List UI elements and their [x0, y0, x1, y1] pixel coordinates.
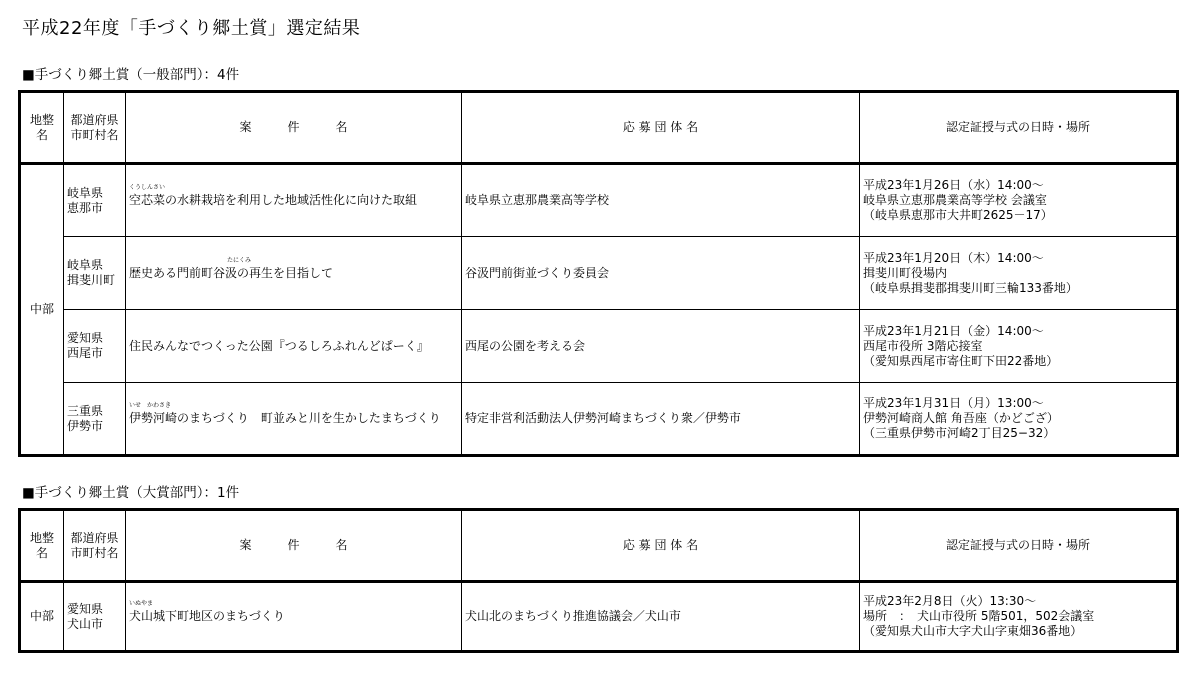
project-cell: 住民みんなでつくった公園『つるしろふれんどぱーく』 [126, 310, 462, 383]
header-ceremony: 認定証授与式の日時・場所 [860, 510, 1178, 582]
header-region: 地整 名 [20, 92, 64, 164]
furigana: たにくみ [227, 256, 252, 264]
prefecture-cell: 愛知県 西尾市 [64, 310, 126, 383]
general-award-table [18, 90, 1179, 457]
section-title-general: ■手づくり郷土賞（一般部門）：4件 [22, 67, 240, 83]
furigana: いぬやま [129, 600, 154, 607]
organization-cell: 犬山北のまちづくり推進協議会／犬山市 [462, 582, 860, 652]
region-cell: 中部 [20, 164, 64, 456]
header-organization: 応 募 団 体 名 [462, 510, 860, 582]
section-title-grand: ■手づくり郷土賞（大賞部門）：1件 [22, 485, 240, 501]
project-cell: たにくみ 歴史ある門前町谷汲の再生を目指して [126, 237, 462, 310]
prefecture-cell: 岐阜県 恵那市 [64, 164, 126, 237]
ceremony-cell: 平成23年1月31日（月）13:00～ 伊勢河崎商人館 角吾座（かどござ） （三重県伊勢市河崎2丁目25−32） [860, 383, 1178, 456]
project-cell: くうしんさい 空芯菜の水耕栽培を利用した地域活性化に向けた取組 [126, 164, 462, 237]
organization-cell: 谷汲門前街並づくり委員会 [462, 237, 860, 310]
header-organization: 応 募 団 体 名 [462, 92, 860, 164]
prefecture-cell: 愛知県 犬山市 [64, 582, 126, 652]
ceremony-cell: 平成23年2月8日（火）13:30～ 場所 ： 犬山市役所 5階501，502会議室 （愛知県犬山市大字犬山字東畑36番地） [860, 582, 1178, 652]
organization-cell: 西尾の公園を考える会 [462, 310, 860, 383]
project-cell: いぬやま 犬山城下町地区のまちづくり [126, 582, 462, 652]
header-prefecture: 都道府県 市町村名 [64, 510, 126, 582]
table-header-row [20, 510, 1178, 582]
page-title: 平成22年度「手づくり郷土賞」選定結果 [22, 18, 361, 39]
header-project: 案 件 名 [126, 92, 462, 164]
region-cell: 中部 [20, 582, 64, 652]
header-ceremony: 認定証授与式の日時・場所 [860, 92, 1178, 164]
header-region: 地整 名 [20, 510, 64, 582]
table-row [20, 164, 1178, 237]
header-prefecture: 都道府県 市町村名 [64, 92, 126, 164]
project-cell: いせ かわさき 伊勢河崎のまちづくり 町並みと川を生かしたまちづくり [126, 383, 462, 456]
grand-award-table [18, 508, 1179, 653]
ceremony-cell: 平成23年1月26日（水）14:00～ 岐阜県立恵那農業高等学校 会議室 （岐阜県恵那市大井町2625－17） [860, 164, 1178, 237]
prefecture-cell: 岐阜県 揖斐川町 [64, 237, 126, 310]
organization-cell: 岐阜県立恵那農業高等学校 [462, 164, 860, 237]
prefecture-cell: 三重県 伊勢市 [64, 383, 126, 456]
organization-cell: 特定非営利活動法人伊勢河崎まちづくり衆／伊勢市 [462, 383, 860, 456]
table-header-row [20, 92, 1178, 164]
furigana: いせ かわさき [129, 402, 172, 409]
table-row [20, 383, 1178, 456]
ceremony-cell: 平成23年1月21日（金）14:00～ 西尾市役所 3階応接室 （愛知県西尾市寄住町下田22番地） [860, 310, 1178, 383]
table-row [20, 582, 1178, 652]
ceremony-cell: 平成23年1月20日（木）14:00～ 揖斐川町役場内 （岐阜県揖斐郡揖斐川町三輪133番地） [860, 237, 1178, 310]
table-row [20, 237, 1178, 310]
furigana: くうしんさい [129, 184, 166, 191]
header-project: 案 件 名 [126, 510, 462, 582]
table-row [20, 310, 1178, 383]
